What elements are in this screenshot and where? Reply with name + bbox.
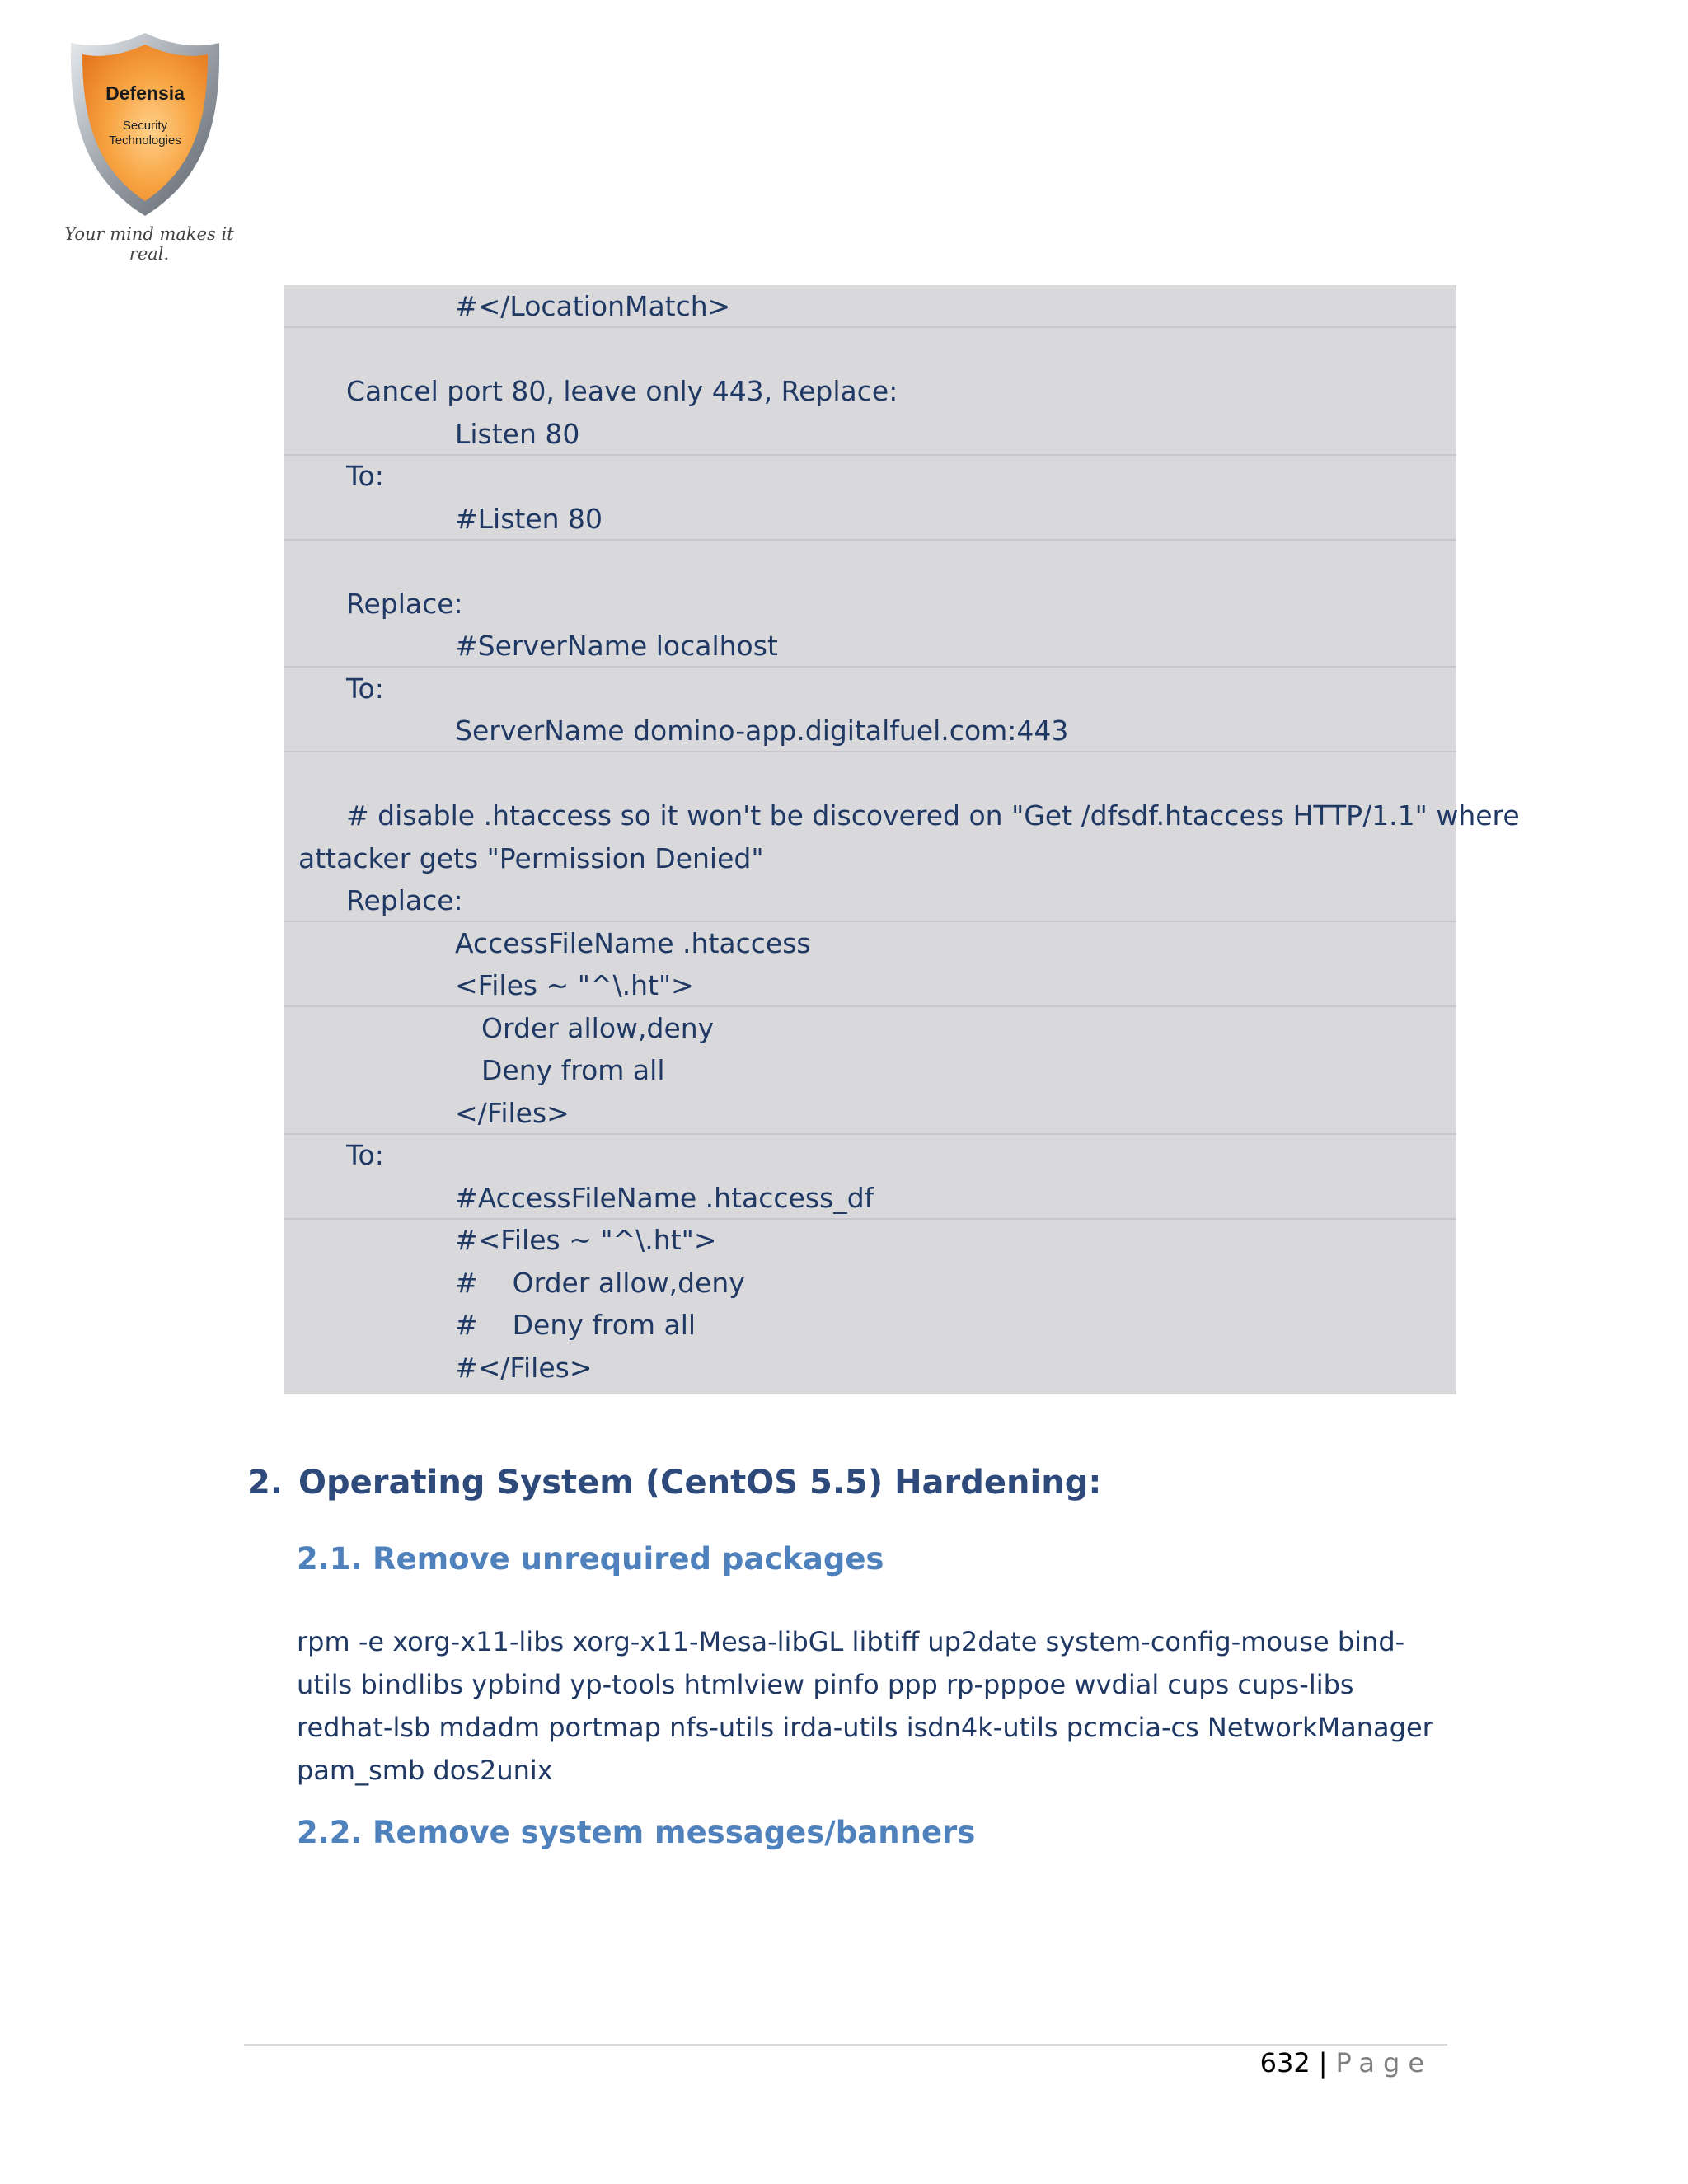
code-row [284,285,1456,328]
section-title: Operating System (CentOS 5.5) Hardening: [298,1464,1102,1502]
code-line: Cancel port 80, leave only 443, Replace: [346,375,898,407]
code-row [284,540,1456,583]
code-line: To: [346,1139,384,1171]
code-row [284,879,1456,922]
code-line: Listen 80 [455,417,580,450]
code-line: attacker gets "Permission Denied" [298,841,764,874]
subsection-title: Remove system messages/banners [373,1815,976,1850]
code-row [284,1219,1456,1262]
code-line: ServerName domino-app.digitalfuel.com:443 [455,715,1069,747]
code-row [284,964,1456,1007]
logo-subtitle: Security Technologies [109,119,181,148]
packages-paragraph: rpm -e xorg-x11-libs xorg-x11-Mesa-libGL libtiff up2date system-config-mouse bind-utils bindlibs ypbind yp-tools htmlview pinfo ppp rp-pppoe wvdial cups cups-libs redhat-lsb mdadm portmap nfs-utils irda-utils isdn4k-utils pcmcia-cs NetworkManager pam_smb dos2unix [297,1626,1433,1786]
company-logo [54,30,236,264]
code-row [284,1177,1456,1220]
page-number: 632 [1259,2047,1311,2079]
code-row [284,668,1456,710]
subsection-heading [297,1541,884,1577]
code-row [284,837,1456,880]
code-line: </Files> [455,1096,570,1129]
code-line: Replace: [346,884,463,916]
logo-brand: Defensia [106,82,185,104]
code-row [284,328,1456,371]
code-row [284,1049,1456,1092]
logo-tagline: Your mind makes it real. [64,224,234,264]
code-line: Replace: [346,587,463,620]
code-line: #ServerName localhost [455,630,778,662]
code-line: #</LocationMatch> [455,290,731,322]
code-line: #</Files> [455,1351,593,1384]
subsection-title: Remove unrequired packages [373,1541,884,1577]
section-number: 2. [247,1464,284,1502]
code-line: Deny from all [481,1054,665,1086]
code-row [284,922,1456,965]
code-row [284,1304,1456,1347]
code-line: #AccessFileName .htaccess_df [455,1181,874,1214]
code-row [284,1347,1456,1390]
code-line: #Listen 80 [455,502,603,535]
code-row [284,413,1456,456]
code-row [284,752,1456,795]
footer-separator: | [1318,2047,1328,2079]
code-line: <Files ~ "^\.ht"> [455,969,694,1001]
code-line: # disable .htaccess so it won't be discovered on "Get /dfsdf.htaccess HTTP/1.1" where [346,799,1520,832]
code-line: # Order allow,deny [455,1266,745,1299]
code-line: AccessFileName .htaccess [455,926,811,959]
code-row [284,1262,1456,1305]
code-row [284,625,1456,668]
code-row [284,710,1456,752]
code-row [284,370,1456,413]
code-row [284,498,1456,541]
page-label: Page [1335,2047,1432,2079]
subsection-number: 2.1. [297,1541,363,1577]
code-row [284,455,1456,498]
page-footer [1260,2047,1432,2079]
code-line: #<Files ~ "^\.ht"> [455,1224,717,1256]
code-line: To: [346,460,384,492]
code-row [284,794,1520,837]
section-heading [247,1464,1101,1502]
code-row [284,583,1456,626]
code-row [284,1007,1456,1050]
code-line: To: [346,672,384,705]
code-block [284,285,1520,1394]
code-row [284,1134,1456,1177]
code-row [284,1092,1456,1135]
subsection-heading [297,1815,975,1850]
subsection-number: 2.2. [297,1815,363,1850]
code-line: Order allow,deny [481,1011,715,1044]
code-line: # Deny from all [455,1309,696,1341]
footer-divider [244,2044,1447,2046]
